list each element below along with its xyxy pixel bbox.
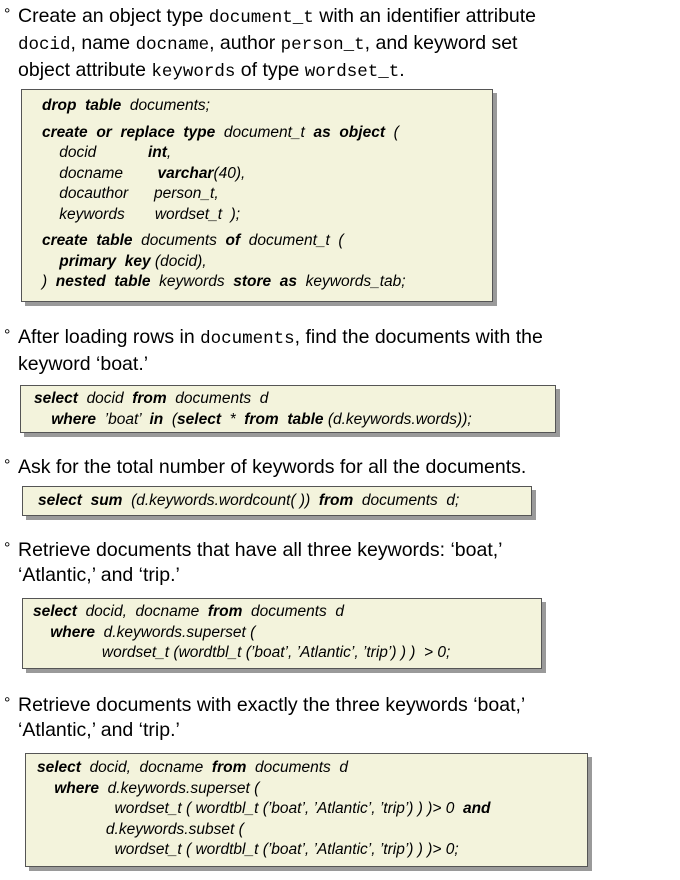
- text-run: , name: [70, 32, 136, 54]
- sql-keyword: select: [34, 390, 78, 407]
- code-text: [82, 492, 91, 509]
- sql-keyword: or: [96, 123, 112, 141]
- code-identifier: docname: [135, 35, 210, 55]
- sql-keyword: of: [225, 232, 241, 249]
- sql-keyword: from: [132, 390, 167, 407]
- code-line: [42, 123, 492, 144]
- code-text: (: [163, 410, 178, 428]
- code-line: [34, 389, 555, 410]
- code-block-find-boat: [20, 385, 556, 433]
- sql-keyword: as: [313, 123, 331, 141]
- code-block-exactly-three: [25, 753, 588, 867]
- code-text: [116, 253, 125, 270]
- code-text: wordset_t ( wordtbl_t (’boat’, ’Atlantic’, ’trip’) ) )> 0;: [37, 841, 459, 858]
- instruction-text: [18, 693, 674, 743]
- sql-keyword: select: [38, 492, 82, 509]
- instruction-create-type: [4, 4, 674, 85]
- text-run: Retrieve documents that have all three keywords: ‘boat,’: [18, 539, 503, 561]
- code-text: ): [42, 273, 56, 290]
- code-text: documents d;: [353, 492, 460, 509]
- text-run: of type: [235, 59, 305, 81]
- code-line: [42, 96, 492, 117]
- text-run: keyword ‘boat.’: [18, 353, 149, 375]
- code-text: documents;: [121, 97, 210, 114]
- code-text: (docid),: [150, 252, 207, 270]
- sql-keyword: replace: [120, 123, 175, 141]
- code-text: docid, docname: [76, 603, 208, 620]
- sql-keyword: where: [51, 410, 97, 428]
- code-text: document_t: [215, 123, 314, 141]
- sql-keyword: where: [50, 623, 96, 641]
- code-line: [42, 252, 492, 273]
- text-run: , find the documents with the: [294, 326, 543, 348]
- sql-keyword: table: [287, 410, 324, 428]
- code-line: [42, 164, 492, 185]
- code-identifier: wordset_t: [304, 62, 400, 82]
- code-line: [33, 623, 541, 644]
- code-line: [37, 840, 587, 861]
- instruction-text: [18, 325, 674, 377]
- code-text: d.keywords.subset (: [37, 820, 244, 838]
- sql-keyword: object: [339, 123, 385, 141]
- sql-keyword: type: [183, 123, 216, 141]
- sql-keyword: select: [33, 603, 77, 620]
- sql-keyword: as: [279, 273, 298, 290]
- instruction-text: [18, 455, 674, 480]
- sql-keyword: nested: [55, 273, 106, 290]
- code-line: [42, 184, 492, 205]
- code-text: (40),: [213, 164, 246, 182]
- text-run: Ask for the total number of keywords for all the documents.: [18, 456, 527, 478]
- instruction-count-keywords: [4, 455, 674, 480]
- code-text: [33, 624, 50, 641]
- code-line: [37, 758, 587, 779]
- sql-keyword: primary: [59, 252, 117, 270]
- code-block-all-three: [22, 598, 542, 669]
- sql-keyword: drop: [42, 97, 77, 114]
- instruction-text: [18, 538, 674, 588]
- sql-keyword: table: [96, 232, 133, 249]
- code-text: documents d: [166, 390, 269, 407]
- code-line: [38, 491, 531, 512]
- code-text: docname: [42, 164, 158, 182]
- sql-keyword: from: [207, 603, 243, 620]
- sql-keyword: from: [244, 410, 279, 428]
- code-line: [42, 231, 492, 252]
- instruction-find-boat: [4, 325, 674, 377]
- code-text: *: [221, 410, 245, 428]
- code-line: [37, 820, 587, 841]
- sql-keyword: in: [149, 410, 164, 428]
- sql-keyword: where: [54, 779, 100, 797]
- code-text: documents d: [242, 603, 345, 620]
- code-line: [37, 779, 587, 800]
- text-run: ‘Atlantic,’ and ‘trip.’: [18, 719, 180, 741]
- code-text: docid: [42, 144, 148, 161]
- text-run: ‘Atlantic,’ and ‘trip.’: [18, 564, 180, 586]
- sql-keyword: create: [42, 123, 88, 141]
- code-text: wordset_t ( wordtbl_t (’boat’, ’Atlantic’, ’trip’) ) )> 0: [37, 800, 463, 817]
- instruction-all-three: [4, 538, 674, 588]
- text-run: Create an object type: [18, 5, 209, 27]
- code-identifier: docid: [18, 35, 71, 55]
- code-line: [42, 143, 492, 164]
- instruction-exactly-three: [4, 693, 674, 743]
- code-text: (d.keywords.wordcount( )): [122, 492, 319, 509]
- code-text: [42, 253, 59, 270]
- code-text: [76, 97, 85, 114]
- text-run: , author: [209, 32, 281, 54]
- code-identifier: document_t: [208, 8, 314, 28]
- code-text: d.keywords.superset (: [95, 623, 256, 641]
- bullet-icon: °: [4, 457, 11, 474]
- code-block-create-type: [21, 89, 493, 302]
- code-line: [33, 602, 541, 623]
- code-text: keywords: [150, 273, 234, 290]
- sql-keyword: table: [85, 97, 122, 114]
- bullet-icon: °: [4, 540, 11, 557]
- sql-keyword: and: [462, 800, 491, 817]
- text-run: .: [399, 59, 405, 81]
- text-run: , and keyword set: [364, 32, 518, 54]
- sql-keyword: create: [42, 232, 88, 249]
- code-text: documents: [132, 232, 226, 249]
- text-run: After loading rows in: [18, 326, 201, 348]
- code-text: docauthor person_t,: [42, 185, 219, 202]
- sql-keyword: from: [318, 492, 354, 509]
- code-text: keywords wordset_t );: [42, 205, 241, 223]
- code-text: [34, 411, 51, 428]
- sql-keyword: store: [233, 273, 272, 290]
- text-run: Retrieve documents with exactly the three keywords ‘boat,’: [18, 694, 526, 716]
- code-text: [37, 780, 54, 797]
- text-run: object attribute: [18, 59, 152, 81]
- code-text: d.keywords.superset (: [99, 779, 260, 797]
- code-line: [34, 410, 555, 431]
- code-line: [37, 799, 587, 820]
- sql-keyword: varchar: [157, 164, 214, 182]
- sql-keyword: key: [124, 252, 151, 270]
- sql-keyword: select: [177, 410, 221, 428]
- sql-keyword: select: [37, 759, 81, 776]
- code-identifier: person_t: [280, 35, 365, 55]
- bullet-icon: °: [4, 6, 11, 23]
- code-text: ,: [166, 144, 172, 161]
- code-text: ’boat’: [96, 410, 150, 428]
- code-line: [42, 205, 492, 226]
- sql-keyword: table: [114, 273, 151, 290]
- code-line: [33, 643, 541, 664]
- code-block-count-keywords: [22, 486, 532, 516]
- sql-keyword: int: [147, 144, 167, 161]
- code-text: documents d: [246, 759, 349, 776]
- sql-keyword: from: [211, 759, 247, 776]
- code-text: docid: [77, 390, 133, 407]
- sql-keyword: sum: [90, 492, 123, 509]
- bullet-icon: °: [4, 327, 11, 344]
- code-line: [42, 272, 492, 293]
- code-identifier: documents: [200, 329, 295, 349]
- code-text: keywords_tab;: [297, 273, 406, 290]
- code-identifier: keywords: [151, 62, 236, 82]
- code-text: [271, 273, 280, 290]
- text-run: with an identifier attribute: [313, 5, 537, 27]
- code-text: docid, docname: [80, 759, 212, 776]
- code-text: wordset_t (wordtbl_t (’boat’, ’Atlantic’, ’trip’) ) ) > 0;: [33, 644, 451, 661]
- code-text: document_t (: [240, 232, 344, 249]
- code-text: (: [385, 123, 399, 141]
- code-text: (d.keywords.words));: [323, 410, 472, 428]
- bullet-icon: °: [4, 695, 11, 712]
- instruction-text: [18, 4, 674, 85]
